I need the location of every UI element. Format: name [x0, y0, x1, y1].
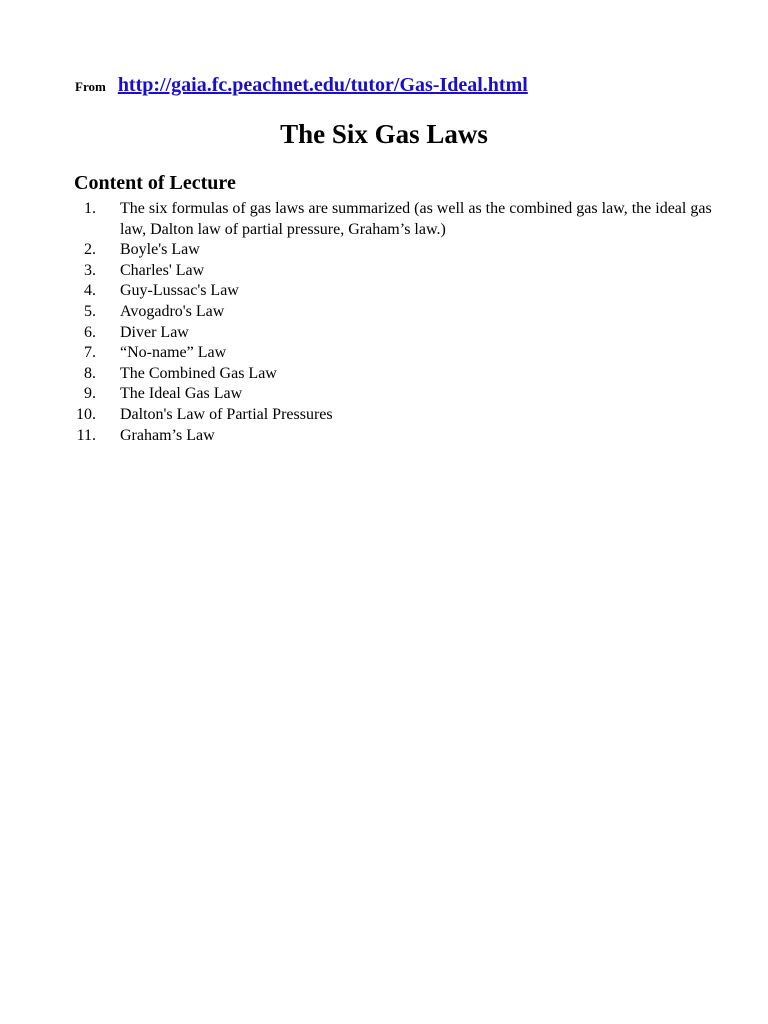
list-item-text: Avogadro's Law	[120, 302, 225, 320]
list-item-number: 2.	[84, 241, 96, 259]
list-item-number: 4.	[84, 282, 96, 300]
list-item	[74, 199, 714, 240]
list-item-number: 5.	[84, 302, 96, 320]
document-title: The Six Gas Laws	[280, 119, 488, 149]
list-item	[74, 426, 714, 447]
list-item-text: Charles' Law	[120, 261, 205, 279]
list-item	[74, 405, 714, 426]
list-item-number: 7.	[84, 344, 96, 362]
list-item-text: Dalton's Law of Partial Pressures	[120, 405, 333, 423]
list-item-number: 3.	[84, 261, 96, 279]
list-item-text: The Ideal Gas Law	[120, 385, 243, 403]
list-item	[74, 281, 714, 302]
contents-list	[74, 199, 714, 446]
list-item	[74, 302, 714, 323]
list-item-text: The six formulas of gas laws are summarized (as well as the combined gas law, the ideal gas law, Dalton law of partial pressure, Graham’s law.)	[120, 200, 712, 238]
list-item-number: 10.	[76, 405, 96, 423]
list-item-number: 8.	[84, 364, 96, 382]
list-item-number: 11.	[76, 426, 96, 444]
source-link[interactable]: http://gaia.fc.peachnet.edu/tutor/Gas-Ideal.html	[117, 74, 528, 96]
list-item-number: 6.	[84, 323, 96, 341]
list-item-text: The Combined Gas Law	[120, 364, 277, 382]
source-label: From	[75, 79, 106, 94]
list-item	[74, 261, 714, 282]
list-item	[74, 240, 714, 261]
list-item	[74, 384, 714, 405]
source-line	[75, 74, 528, 97]
list-item-text: Diver Law	[120, 323, 189, 341]
list-item-text: Guy-Lussac's Law	[120, 282, 239, 300]
list-item-text: Boyle's Law	[120, 241, 200, 259]
list-item-number: 9.	[84, 385, 96, 403]
list-item	[74, 364, 714, 385]
list-item	[74, 343, 714, 364]
list-item-text: “No-name” Law	[120, 344, 227, 362]
list-item-number: 1.	[84, 200, 96, 217]
list-item-text: Graham’s Law	[120, 426, 215, 444]
list-item	[74, 323, 714, 344]
section-heading: Content of Lecture	[74, 172, 236, 194]
